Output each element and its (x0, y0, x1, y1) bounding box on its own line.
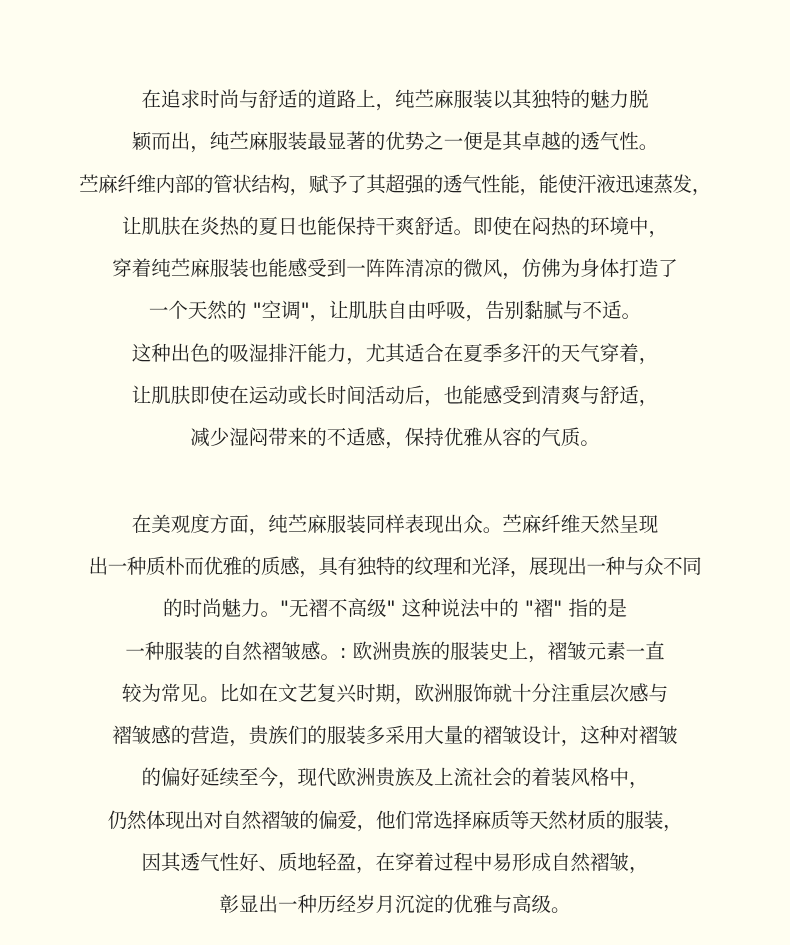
text-line: 出一种质朴而优雅的质感，具有独特的纹理和光泽，展现出一种与众不同 (88, 554, 702, 578)
text-line: 在美观度方面，纯苎麻服装同样表现出众。苎麻纤维天然呈现 (131, 512, 659, 536)
paragraph-breathability (0, 79, 790, 460)
text-line: 让肌肤即使在运动或长时间活动后，也能感受到清爽与舒适， (131, 384, 659, 408)
text-line: 较为常见。比如在文艺复兴时期，欧洲服饰就十分注重层次感与 (121, 681, 668, 705)
text-line: 仍然体现出对自然褶皱的偏爱，他们常选择麻质等天然材质的服装， (107, 808, 683, 832)
text-line: 让肌肤在炎热的夏日也能保持干爽舒适。即使在闷热的环境中， (121, 214, 668, 238)
text-line: 颖而出，纯苎麻服装最显著的优势之一便是其卓越的透气性。 (131, 130, 659, 154)
text-line: 一种服装的自然褶皱感。: 欧洲贵族的服装史上，褶皱元素一直 (125, 639, 665, 663)
article-body (0, 79, 790, 927)
text-line: 褶皱感的营造，贵族们的服装多采用大量的褶皱设计，这种对褶皱 (112, 724, 678, 748)
text-line: 在追求时尚与舒适的道路上，纯苎麻服装以其独特的魅力脱 (141, 88, 649, 111)
text-line: 的偏好延续至今，现代欧洲贵族及上流社会的着装风格中， (141, 766, 649, 790)
paragraph-aesthetics (0, 504, 790, 927)
text-line: 因其透气性好、质地轻盈，在穿着过程中易形成自然褶皱， (141, 851, 649, 875)
text-line: 减少湿闷带来的不适感，保持优雅从容的气质。 (190, 426, 600, 450)
text-line: 一个天然的 "空调"，让肌肤自由呼吸，告别黏腻与不适。 (148, 299, 642, 323)
text-line: 彰显出一种历经岁月沉淀的优雅与高级。 (219, 893, 571, 917)
text-line: 苎麻纤维内部的管状结构，赋予了其超强的透气性能，能使汗液迅速蒸发， (79, 172, 711, 196)
text-line: 的时尚魅力。"无褶不高级" 这种说法中的 "褶" 指的是 (163, 597, 627, 621)
text-line: 这种出色的吸湿排汗能力，尤其适合在夏季多汗的天气穿着， (131, 341, 659, 365)
paragraph-spacer (0, 460, 790, 504)
text-line: 穿着纯苎麻服装也能感受到一阵阵清凉的微风，仿佛为身体打造了 (112, 257, 678, 281)
